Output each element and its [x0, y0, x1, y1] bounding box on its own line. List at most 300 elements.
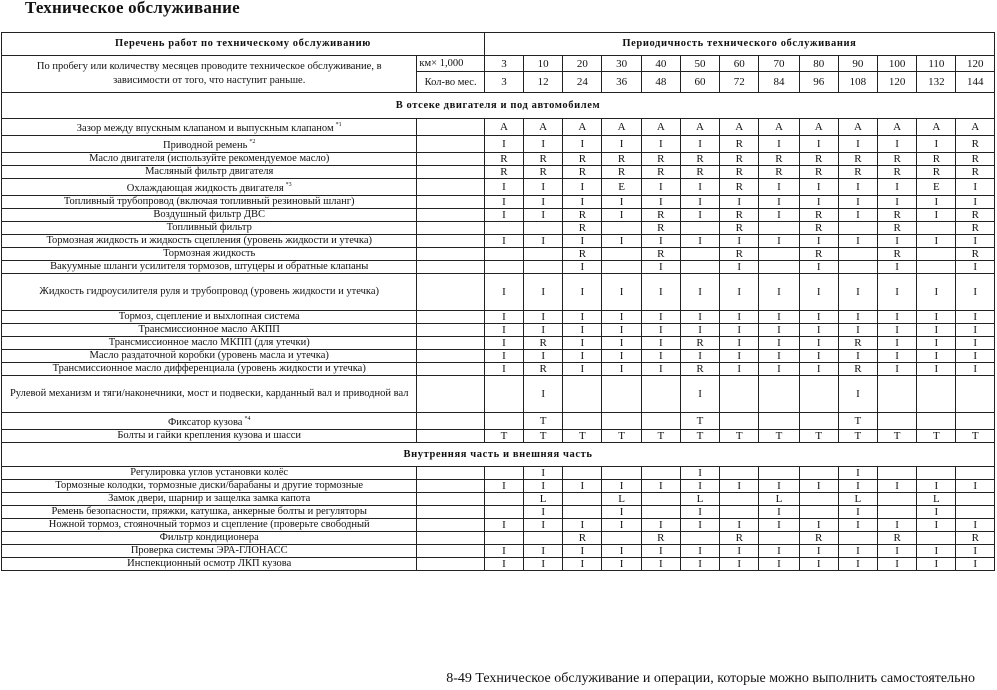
- interval-action: R: [680, 363, 719, 376]
- interval-action: I: [524, 324, 563, 337]
- interval-action: [799, 506, 838, 519]
- empty-cell: [417, 136, 484, 153]
- interval-action: I: [917, 350, 956, 363]
- interval-action: R: [524, 363, 563, 376]
- interval-action: I: [602, 235, 641, 248]
- interval-action: [720, 467, 759, 480]
- item-name: Топливный фильтр: [166, 222, 252, 233]
- item-cell: [2, 519, 417, 532]
- interval-action: [799, 467, 838, 480]
- interval-action: I: [799, 337, 838, 350]
- interval-action: [917, 248, 956, 261]
- interval-action: I: [838, 209, 877, 222]
- empty-cell: [417, 179, 484, 196]
- table-row: [2, 261, 995, 274]
- interval-action: I: [759, 506, 799, 519]
- interval-action: I: [838, 179, 877, 196]
- interval-action: I: [524, 519, 563, 532]
- km-value: 110: [917, 56, 956, 72]
- interval-action: I: [641, 324, 680, 337]
- interval-action: A: [956, 119, 995, 136]
- interval-action: I: [878, 196, 917, 209]
- interval-action: I: [799, 235, 838, 248]
- interval-action: I: [838, 506, 877, 519]
- interval-action: I: [838, 558, 877, 571]
- interval-action: I: [917, 363, 956, 376]
- interval-action: [720, 493, 759, 506]
- interval-action: I: [759, 235, 799, 248]
- empty-cell: [417, 196, 484, 209]
- empty-cell: [417, 430, 484, 443]
- interval-action: I: [524, 311, 563, 324]
- interval-action: I: [799, 196, 838, 209]
- interval-action: [641, 413, 680, 430]
- table-row: [2, 506, 995, 519]
- interval-action: T: [956, 430, 995, 443]
- item-cell: [2, 166, 417, 179]
- interval-action: [602, 376, 641, 413]
- interval-action: [759, 261, 799, 274]
- interval-action: I: [956, 519, 995, 532]
- interval-action: R: [759, 166, 799, 179]
- interval-action: I: [484, 519, 523, 532]
- interval-action: [956, 506, 995, 519]
- table-row: [2, 136, 995, 153]
- interval-action: I: [759, 545, 799, 558]
- interval-action: [563, 467, 602, 480]
- interval-action: [680, 222, 719, 235]
- months-value: 120: [878, 72, 917, 93]
- interval-action: I: [602, 209, 641, 222]
- item-name: Охлаждающая жидкость двигателя: [126, 183, 284, 194]
- interval-action: I: [680, 274, 719, 311]
- interval-action: I: [563, 261, 602, 274]
- item-cell: [2, 350, 417, 363]
- months-label: Кол-во мес.: [417, 72, 484, 93]
- interval-action: I: [878, 350, 917, 363]
- interval-action: T: [720, 430, 759, 443]
- interval-action: I: [602, 274, 641, 311]
- interval-action: R: [563, 248, 602, 261]
- interval-action: I: [720, 337, 759, 350]
- interval-action: R: [680, 337, 719, 350]
- interval-action: R: [956, 248, 995, 261]
- item-cell: [2, 324, 417, 337]
- interval-action: I: [759, 196, 799, 209]
- months-value: 144: [956, 72, 995, 93]
- interval-action: I: [484, 196, 523, 209]
- interval-action: A: [799, 119, 838, 136]
- interval-action: I: [759, 311, 799, 324]
- interval-action: I: [956, 324, 995, 337]
- interval-action: I: [720, 235, 759, 248]
- interval-action: R: [524, 153, 563, 166]
- interval-action: I: [563, 136, 602, 153]
- interval-action: I: [878, 179, 917, 196]
- interval-action: [680, 248, 719, 261]
- interval-action: [484, 506, 523, 519]
- interval-action: I: [680, 506, 719, 519]
- interval-action: I: [641, 311, 680, 324]
- interval-action: I: [641, 179, 680, 196]
- interval-action: E: [917, 179, 956, 196]
- km-value: 50: [680, 56, 719, 72]
- maintenance-schedule-table: [1, 32, 995, 571]
- item-name: Тормоз, сцепление и выхлопная система: [118, 311, 300, 322]
- interval-action: R: [602, 153, 641, 166]
- interval-action: I: [641, 261, 680, 274]
- interval-action: I: [759, 350, 799, 363]
- table-row: [2, 324, 995, 337]
- interval-action: I: [956, 261, 995, 274]
- item-cell: [2, 363, 417, 376]
- interval-action: R: [878, 209, 917, 222]
- interval-action: I: [878, 235, 917, 248]
- interval-action: I: [602, 506, 641, 519]
- interval-action: I: [563, 545, 602, 558]
- interval-action: A: [917, 119, 956, 136]
- interval-action: [484, 261, 523, 274]
- item-name: Приводной ремень: [163, 140, 248, 151]
- interval-action: I: [524, 274, 563, 311]
- interval-action: I: [838, 324, 877, 337]
- interval-action: I: [563, 480, 602, 493]
- interval-action: R: [838, 363, 877, 376]
- interval-action: I: [838, 376, 877, 413]
- interval-action: I: [641, 363, 680, 376]
- interval-action: R: [759, 153, 799, 166]
- interval-action: I: [917, 324, 956, 337]
- item-cell: [2, 235, 417, 248]
- interval-action: I: [524, 558, 563, 571]
- item-cell: [2, 311, 417, 324]
- interval-action: I: [759, 209, 799, 222]
- interval-action: I: [563, 363, 602, 376]
- interval-action: [641, 493, 680, 506]
- km-value: 20: [563, 56, 602, 72]
- interval-action: R: [838, 153, 877, 166]
- km-value: 60: [720, 56, 759, 72]
- table-row: [2, 166, 995, 179]
- empty-cell: [417, 363, 484, 376]
- interval-action: I: [641, 196, 680, 209]
- item-cell: [2, 430, 417, 443]
- interval-action: I: [799, 179, 838, 196]
- interval-action: I: [917, 519, 956, 532]
- interval-action: [484, 222, 523, 235]
- interval-action: R: [563, 153, 602, 166]
- interval-action: I: [759, 480, 799, 493]
- interval-action: R: [720, 179, 759, 196]
- item-cell: [2, 532, 417, 545]
- months-value: 24: [563, 72, 602, 93]
- interval-action: I: [484, 545, 523, 558]
- item-name: Масло раздаточной коробки (уровень масла и утечка): [89, 350, 329, 361]
- interval-action: R: [956, 532, 995, 545]
- interval-action: I: [484, 209, 523, 222]
- empty-cell: [417, 413, 484, 430]
- interval-action: [759, 532, 799, 545]
- interval-action: I: [720, 261, 759, 274]
- table-row: [2, 376, 995, 413]
- item-cell: [2, 153, 417, 166]
- interval-action: I: [524, 376, 563, 413]
- interval-action: R: [563, 166, 602, 179]
- interval-action: T: [759, 430, 799, 443]
- interval-action: [878, 376, 917, 413]
- item-cell: [2, 248, 417, 261]
- interval-action: I: [484, 311, 523, 324]
- interval-action: I: [720, 196, 759, 209]
- km-value: 3: [484, 56, 523, 72]
- interval-action: I: [484, 274, 523, 311]
- interval-action: [759, 248, 799, 261]
- interval-action: I: [838, 136, 877, 153]
- interval-action: R: [641, 209, 680, 222]
- interval-action: [641, 506, 680, 519]
- item-name: Тормозная жидкость: [163, 248, 256, 259]
- interval-action: I: [799, 480, 838, 493]
- interval-action: I: [563, 179, 602, 196]
- interval-action: T: [524, 413, 563, 430]
- interval-action: I: [878, 337, 917, 350]
- interval-action: [563, 493, 602, 506]
- table-row: [2, 153, 995, 166]
- months-value: 72: [720, 72, 759, 93]
- interval-action: A: [720, 119, 759, 136]
- interval-action: I: [720, 324, 759, 337]
- interval-action: R: [838, 166, 877, 179]
- item-cell: [2, 274, 417, 311]
- table-row: [2, 274, 995, 311]
- item-cell: [2, 558, 417, 571]
- interval-action: [563, 376, 602, 413]
- item-name: Инспекционный осмотр ЛКП кузова: [127, 558, 292, 569]
- interval-action: I: [563, 196, 602, 209]
- item-cell: [2, 196, 417, 209]
- item-name: Масло двигателя (используйте рекомендуемое масло): [89, 153, 330, 164]
- interval-action: R: [917, 166, 956, 179]
- section-title: В отсеке двигателя и под автомобилем: [2, 93, 995, 119]
- item-cell: [2, 467, 417, 480]
- interval-action: E: [602, 179, 641, 196]
- table-row: [2, 235, 995, 248]
- interval-action: I: [799, 350, 838, 363]
- interval-action: [799, 376, 838, 413]
- interval-action: I: [956, 558, 995, 571]
- months-value: 3: [484, 72, 523, 93]
- interval-action: T: [524, 430, 563, 443]
- interval-action: I: [917, 235, 956, 248]
- footnote-mark: *3: [285, 182, 292, 188]
- empty-cell: [417, 376, 484, 413]
- interval-action: I: [720, 519, 759, 532]
- item-name: Зазор между впускным клапаном и выпускным клапаном: [76, 123, 334, 134]
- item-cell: [2, 179, 417, 196]
- km-value: 30: [602, 56, 641, 72]
- interval-action: I: [563, 558, 602, 571]
- interval-action: I: [917, 337, 956, 350]
- interval-action: [878, 493, 917, 506]
- interval-action: [602, 467, 641, 480]
- table-row: [2, 248, 995, 261]
- item-name: Жидкость гидроусилителя руля и трубопровод (уровень жидкости и утечка): [39, 286, 379, 297]
- interval-action: I: [956, 350, 995, 363]
- months-value: 84: [759, 72, 799, 93]
- empty-cell: [417, 467, 484, 480]
- table-row: [2, 350, 995, 363]
- interval-action: I: [838, 196, 877, 209]
- interval-action: [484, 467, 523, 480]
- interval-action: I: [680, 179, 719, 196]
- interval-action: L: [602, 493, 641, 506]
- interval-action: I: [524, 209, 563, 222]
- km-value: 80: [799, 56, 838, 72]
- interval-action: [563, 413, 602, 430]
- interval-action: I: [484, 235, 523, 248]
- interval-action: [524, 261, 563, 274]
- interval-action: [956, 413, 995, 430]
- interval-action: I: [838, 350, 877, 363]
- table-row: [2, 337, 995, 350]
- table-row: [2, 493, 995, 506]
- months-value: 12: [524, 72, 563, 93]
- interval-action: I: [524, 235, 563, 248]
- interval-action: I: [878, 261, 917, 274]
- interval-action: I: [759, 519, 799, 532]
- interval-action: I: [799, 136, 838, 153]
- table-row: [2, 519, 995, 532]
- interval-action: [680, 261, 719, 274]
- empty-cell: [417, 166, 484, 179]
- interval-action: T: [602, 430, 641, 443]
- interval-action: I: [838, 480, 877, 493]
- interval-action: R: [720, 532, 759, 545]
- interval-action: R: [563, 209, 602, 222]
- interval-action: R: [563, 532, 602, 545]
- interval-action: I: [720, 274, 759, 311]
- interval-action: I: [956, 545, 995, 558]
- interval-action: I: [799, 274, 838, 311]
- interval-action: T: [641, 430, 680, 443]
- interval-action: I: [838, 467, 877, 480]
- interval-action: I: [956, 274, 995, 311]
- interval-action: [484, 413, 523, 430]
- interval-action: [759, 467, 799, 480]
- item-name: Вакуумные шланги усилителя тормозов, штуцеры и обратные клапаны: [50, 261, 369, 272]
- empty-cell: [417, 350, 484, 363]
- intro-text: По пробегу или количеству месяцев проводите техническое обслуживание, в зависимости от того, что наступит раньше.: [2, 56, 417, 93]
- section-row: [2, 93, 995, 119]
- interval-action: I: [524, 196, 563, 209]
- interval-action: I: [838, 519, 877, 532]
- months-value: 108: [838, 72, 877, 93]
- interval-action: [602, 222, 641, 235]
- interval-action: I: [484, 324, 523, 337]
- interval-action: I: [917, 196, 956, 209]
- interval-action: L: [524, 493, 563, 506]
- interval-action: I: [680, 324, 719, 337]
- interval-action: I: [680, 235, 719, 248]
- interval-action: I: [799, 311, 838, 324]
- interval-action: [956, 493, 995, 506]
- interval-action: I: [878, 545, 917, 558]
- interval-action: I: [799, 558, 838, 571]
- interval-action: [759, 376, 799, 413]
- interval-action: I: [956, 480, 995, 493]
- interval-action: R: [524, 166, 563, 179]
- km-row: [2, 56, 995, 72]
- interval-action: R: [720, 248, 759, 261]
- section-row: [2, 443, 995, 467]
- interval-action: R: [917, 153, 956, 166]
- interval-action: [917, 376, 956, 413]
- interval-action: I: [838, 235, 877, 248]
- interval-action: I: [838, 545, 877, 558]
- interval-action: [563, 506, 602, 519]
- interval-action: [878, 467, 917, 480]
- interval-action: [878, 506, 917, 519]
- interval-action: I: [524, 467, 563, 480]
- interval-action: I: [484, 179, 523, 196]
- interval-action: [602, 413, 641, 430]
- interval-action: [680, 532, 719, 545]
- item-name: Фиксатор кузова: [167, 417, 243, 428]
- table-row: [2, 532, 995, 545]
- interval-action: I: [759, 337, 799, 350]
- interval-action: T: [563, 430, 602, 443]
- interval-action: R: [878, 222, 917, 235]
- interval-action: A: [484, 119, 523, 136]
- interval-action: I: [602, 196, 641, 209]
- interval-action: I: [917, 274, 956, 311]
- interval-action: I: [917, 506, 956, 519]
- interval-action: [484, 532, 523, 545]
- empty-cell: [417, 311, 484, 324]
- page-title: Техническое обслуживание: [25, 0, 240, 17]
- item-name: Ремень безопасности, пряжки, катушка, анкерные болты и регуляторы: [51, 506, 367, 517]
- interval-action: I: [799, 261, 838, 274]
- interval-action: I: [641, 350, 680, 363]
- interval-action: I: [680, 545, 719, 558]
- interval-action: R: [956, 153, 995, 166]
- interval-action: R: [838, 337, 877, 350]
- interval-action: [720, 413, 759, 430]
- interval-action: [917, 467, 956, 480]
- interval-action: T: [917, 430, 956, 443]
- item-cell: [2, 493, 417, 506]
- interval-action: [641, 376, 680, 413]
- interval-action: I: [484, 337, 523, 350]
- km-value: 70: [759, 56, 799, 72]
- interval-action: I: [602, 324, 641, 337]
- months-value: 36: [602, 72, 641, 93]
- interval-action: L: [759, 493, 799, 506]
- interval-action: R: [878, 248, 917, 261]
- interval-action: I: [680, 209, 719, 222]
- interval-action: I: [680, 311, 719, 324]
- interval-action: T: [878, 430, 917, 443]
- interval-action: I: [759, 274, 799, 311]
- interval-action: I: [641, 235, 680, 248]
- header-interval: Периодичность технического обслуживания: [484, 33, 994, 56]
- interval-action: I: [759, 179, 799, 196]
- interval-action: I: [524, 350, 563, 363]
- empty-cell: [417, 519, 484, 532]
- interval-action: [878, 413, 917, 430]
- interval-action: I: [838, 274, 877, 311]
- interval-action: I: [680, 480, 719, 493]
